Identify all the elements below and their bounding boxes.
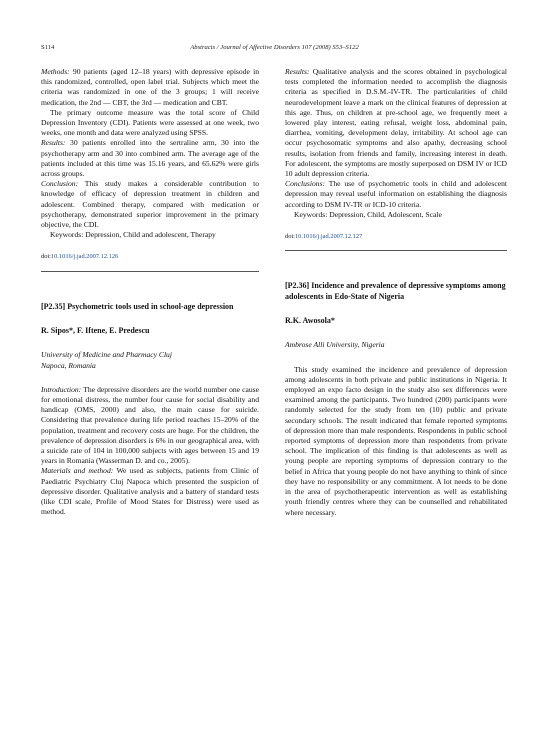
divider <box>285 250 507 251</box>
introduction-text: The depressive disorders are the world number one cause for emotional distress, the number four cause for social disability and handicap (OMS, 2000) and also, the main cause for suicide. Considering that prevalence during life period reaches 15–20% of the population, treatment and recovery costs are huge. For the children, the prevalence of depression disorders is 6% in our geographical area, with a suicide rate of 104 in 100,000 subjects with ages between 15 and 19 years in Romania (Wasserman D. and co., 2005). <box>41 384 259 466</box>
keywords: Keywords: Depression, Child, Adolescent, Scale <box>294 209 442 219</box>
conclusion-label: Conclusion: <box>41 179 79 189</box>
introduction-label: Introduction: <box>41 384 82 394</box>
materials-method-text: We used as subjects, patients from Clinic of Paediatric Psychiatry Cluj Napoca which presented the suspicion of depressive disorder. Qualitative analysis and a battery of standard tests (like CDI scale, Profile of Mood States for Distress) were used as method. <box>41 466 259 517</box>
conclusion-text: This study makes a considerable contribution to knowledge of efficacy of depression treatment in children and adolescent. Combined therapy, compared with medication or psychotherapy, demonstrated superior improvement in the primary objective, the CDI. <box>41 179 259 230</box>
affiliation: Ambrose Alli University, Nigeria <box>285 340 385 350</box>
conclusion-paragraph <box>41 179 259 230</box>
results-text: Qualitative analysis and the scores obtained in psychological tests completed the information needed to accomplish the diagnosis criteria as specified in D.S.M.-IV-TR. The particularities of child neurodevelopment leave a mark on the clinical features of depression at this age. Thus, on children at pre-school age, we frequently meet a lowered play interest, eating refusal, weight loss, abdominal pain, diarrhea, vomiting, development delay, irritability. At school age can occur psychosomatic symptoms and also apathy, decreasing school results, isolation from friends and family, increasing interest in death. For adolescent, the symptoms are mostly superposed on DSM IV or ICD 10 adult depression criteria. <box>285 67 507 179</box>
doi-prefix: doi: <box>285 233 295 241</box>
materials-method-label: Materials and method: <box>41 466 114 476</box>
abstract-title: [P2.35] Psychometric tools used in school-age depression <box>41 301 234 311</box>
conclusions-text: The use of psychometric tools in child and adolescent depression may reveal useful information on establishing the diagnosis according to DSM IV-TR or ICD-10 criteria. <box>285 179 507 209</box>
doi-link[interactable]: 10.1016/j.jad.2007.12.126 <box>50 253 119 261</box>
abstract-body: This study examined the incidence and prevalence of depression among adolescents in both private and public institutions in Nigeria. It employed an expo facto design in the study also sex differences were examined among the participants. Two hundred (200) participants were randomly selected for the study from ten (10) public and private secondary schools. The result indicated that female reported symptoms of depression more than male respondents. Respondents in public school reported symptoms of depression more than respondents from private school. The implication of this finding is that adolescents as well as young people are reporting symptoms of depression contrary to the belief in Africa that young people do not have anything to think of since they have no responsibility or any commitment. A lot needs to be done in the area of psychotherapeutic intervention as well as establishing youth friendly centres where they can be counselled and rehabilitated where necessary. <box>285 364 507 517</box>
results-label: Results: <box>285 67 310 76</box>
divider <box>41 271 259 272</box>
conclusions-paragraph <box>285 179 507 210</box>
results-paragraph <box>285 67 507 179</box>
results-paragraph <box>41 138 259 179</box>
abstract-authors: R.K. Awosola* <box>285 316 335 326</box>
doi-prefix: doi: <box>41 253 51 261</box>
materials-method-paragraph <box>41 466 259 517</box>
results-text: 30 patients enrolled into the sertraline arm, 30 into the psychotherapy arm and 30 into combined arm. The average age of the patients included at this time was 15.16 years, and 65.62% were girls across groups. <box>41 138 259 179</box>
abstract-authors: R. Sipos*, F. Iftene, E. Predescu <box>41 326 150 336</box>
keywords: Keywords: Depression, Child and adolescent, Therapy <box>50 230 216 240</box>
right-column <box>285 67 507 518</box>
methods-label: Methods: <box>41 67 70 76</box>
abstract-title: [P2.36] Incidence and prevalence of depressive symptoms among adolescents in Edo-State of Nigeria <box>285 281 506 301</box>
methods-paragraph <box>41 67 259 108</box>
affiliation: University of Medicine and Pharmacy Cluj <box>41 350 172 360</box>
journal-citation: Abstracts / Journal of Affective Disorders 107 (2008) S53–S122 <box>190 44 359 51</box>
introduction-paragraph <box>41 385 259 467</box>
left-column <box>41 67 259 517</box>
affiliation-location: Napoca, Romania <box>41 360 96 370</box>
primary-outcome-paragraph: The primary outcome measure was the total score of Child Depression Inventory (CDI). Patients were assessed at one week, two weeks, one month and data were analyzed using SPSS. <box>41 107 259 138</box>
doi-line <box>285 232 507 242</box>
doi-link[interactable]: 10.1016/j.jad.2007.12.127 <box>294 233 363 241</box>
conclusions-label: Conclusions: <box>285 179 326 189</box>
methods-text: 90 patients (aged 12–18 years) with depressive episode in this randomized, controlled, open label trial. Subjects which meet the criteria was randomized in one of the 3 groups; 1 will receive medication, the 2nd — CBT, the 3rd — medication and CBT. <box>41 67 259 107</box>
doi-line <box>41 252 259 262</box>
page-header <box>41 44 508 56</box>
results-label: Results: <box>41 138 66 148</box>
page-number: S114 <box>41 44 55 51</box>
